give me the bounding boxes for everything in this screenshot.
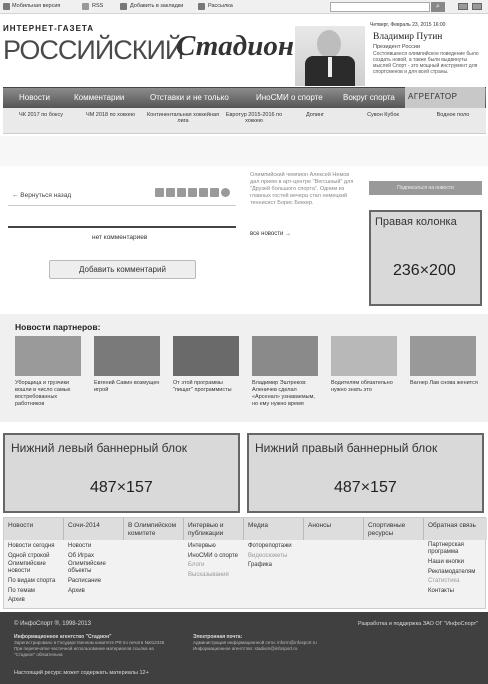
right-column-size: 236×200 — [393, 262, 456, 279]
developer-credit[interactable]: Разработка и поддержка ЗАО ОГ "ИнфоСпорт" — [358, 621, 479, 627]
quote-photo — [295, 26, 365, 86]
quote-author[interactable]: Владимир Путин — [373, 32, 443, 42]
aggregator-label: АГРЕГАТОР — [408, 92, 458, 101]
footer-heading[interactable]: В Олимпийском комитете — [128, 522, 177, 537]
footer-link[interactable]: По видам спорта — [8, 578, 56, 584]
partner-image[interactable] — [410, 336, 476, 376]
partner-caption[interactable]: От этой программы "пищат" программисты — [173, 380, 232, 393]
footer-nav — [3, 517, 486, 609]
bookmark-icon — [120, 3, 127, 10]
footer-link[interactable]: Олимпийские новости — [8, 561, 46, 574]
footer-heading[interactable]: Новости — [8, 522, 34, 529]
partner-caption[interactable]: Уборщица и грузчики вошли в число самых востребованных работников — [15, 380, 71, 407]
footer-link[interactable]: Фоторепортажи — [248, 543, 292, 549]
footer-heading[interactable]: Спортивные ресурсы — [368, 522, 406, 537]
bookmark-link[interactable]: Добавить в закладки — [130, 3, 184, 9]
footer-link[interactable]: Блоги — [188, 562, 205, 568]
footer-link[interactable]: ИноСМИ о спорте — [188, 552, 239, 559]
nav-item-news[interactable]: Новости — [19, 93, 50, 102]
footer-heading[interactable]: Медиа — [248, 522, 268, 529]
footer-link[interactable]: По темам — [8, 587, 35, 594]
nav-item-comments[interactable]: Комментарии — [74, 93, 125, 102]
quote-text: Состоявшееся олимпийское поведение было создать новой, а также были выдвинуты мыслей Спорт - это мощный инструмент для спортсменов и для всей страны. — [373, 51, 479, 75]
banner-title: Нижний левый баннерный блок — [11, 441, 188, 455]
partner-caption[interactable]: Евгений Савин возмущен игрой — [94, 380, 160, 393]
share-icon[interactable] — [210, 188, 219, 197]
divider — [8, 226, 236, 228]
banner-size: 487×157 — [334, 479, 397, 496]
search-input[interactable] — [330, 2, 430, 12]
partners-section — [0, 314, 488, 422]
email-label: Электронная почта: — [193, 634, 243, 640]
divider — [8, 205, 236, 206]
footer-link[interactable]: Новости — [68, 543, 92, 549]
partner-image[interactable] — [15, 336, 81, 376]
partner-image[interactable] — [252, 336, 318, 376]
bottom-left-banner[interactable] — [3, 433, 240, 513]
mailing-link[interactable]: Рассылка — [208, 3, 233, 9]
all-news-link[interactable]: все новости → — [250, 231, 291, 237]
banner-title: Нижний правый баннерный блок — [255, 441, 438, 455]
share-icon[interactable] — [155, 188, 164, 197]
footer-link[interactable]: Рекламодателям — [428, 568, 476, 575]
mail-icon — [198, 3, 205, 10]
registration-text: Зарегистрировано в Государственном комитете РФ по печати №012345 — [14, 640, 165, 645]
footer-link[interactable]: Партнерская программа — [428, 542, 464, 555]
agency-name: Информационное агентство "Стадион" — [14, 634, 112, 640]
no-comments-text: нет комментариев — [92, 234, 148, 241]
partner-caption[interactable]: Владимир Эштреков: Аленичев сделал «Арсенал» узнаваемым, но ему нужно время — [252, 380, 315, 407]
subnav-item[interactable]: Евротур 2015-2016 по хоккею — [225, 112, 283, 124]
right-column-title: Правая колонка — [375, 216, 457, 228]
footer-link[interactable]: Новости сегодня — [8, 543, 55, 549]
footer-link[interactable]: Графика — [248, 562, 272, 568]
nav-item-around-sport[interactable]: Вокруг спорта — [343, 93, 395, 102]
search-button[interactable]: ⌕ — [431, 2, 445, 12]
footer-link[interactable]: Расписание — [68, 578, 102, 584]
site-subtitle: ИНТЕРНЕТ-ГАЗЕТА — [3, 24, 95, 33]
aggregator-tab[interactable] — [405, 87, 485, 108]
current-date: Четверг, Февраль 23, 2015 16:00 — [370, 22, 446, 28]
bottom-right-banner[interactable] — [247, 433, 484, 513]
partners-title: Новости партнеров: — [15, 322, 101, 332]
footer-link[interactable]: Наши кнопки — [428, 559, 465, 565]
footer-link[interactable]: Контакты — [428, 587, 454, 594]
add-comment-button[interactable]: Добавить комментарий — [49, 260, 196, 279]
subnav-item[interactable]: ЧМ 2018 по хоккею — [86, 112, 135, 118]
subscribe-button[interactable]: Подписаться на новости — [369, 181, 482, 195]
news-teaser[interactable]: Олимпийский чемпион Алексей Немов дал прием в арт-центре "Вегсшный" для "Друзей большого спорта". Одним из главных гостей вечера стал немецкий теннисист Борис Беккер. — [250, 172, 354, 206]
subnav-item[interactable]: Континентальная хоккейная лига — [146, 112, 220, 124]
rss-icon — [82, 3, 89, 10]
subnav-item[interactable]: Допинг — [306, 112, 324, 118]
email-link[interactable]: Информационное агентство: stadium@infosport.ru — [193, 646, 298, 651]
partner-image[interactable] — [94, 336, 160, 376]
partner-image[interactable] — [173, 336, 239, 376]
content-band — [0, 136, 488, 166]
age-notice: Настоящий ресурс может содержать материалы 12+ — [14, 670, 149, 676]
registration-text: "Стадион" обязательна — [14, 652, 63, 657]
subnav-item[interactable]: Водное поло — [436, 112, 470, 118]
share-icon[interactable] — [188, 188, 197, 197]
copyright: © ИнфоСпорт ®, 1998-2013 — [14, 621, 91, 627]
share-icon[interactable] — [177, 188, 186, 197]
footer-heading[interactable]: Обратная связь — [428, 522, 476, 529]
flag-en-icon[interactable] — [458, 3, 468, 10]
partner-caption[interactable]: Водителям обязательно нужно знать это — [331, 380, 393, 393]
footer-link[interactable]: Архив — [68, 587, 85, 594]
share-icon[interactable] — [166, 188, 175, 197]
nav-item-resignations[interactable]: Отставки и не только — [150, 93, 229, 102]
mobile-version-link[interactable]: Мобильная версия — [12, 3, 61, 9]
footer-link[interactable]: Архив — [8, 597, 25, 603]
share-icon[interactable] — [199, 188, 208, 197]
footer-link[interactable]: Статистика — [428, 578, 460, 584]
footer-link[interactable]: Высказывания — [188, 571, 229, 578]
partner-caption[interactable]: Вагнер Лав снова женится — [410, 380, 478, 386]
footer — [0, 612, 488, 684]
email-link[interactable]: Администрация информационной сети: inform@infosport.ru — [193, 640, 317, 645]
mobile-icon — [3, 3, 10, 10]
rss-link[interactable]: RSS — [92, 3, 104, 9]
footer-link[interactable]: Об Играх — [68, 552, 94, 559]
logo-text-left[interactable]: РОССИЙСКИЙ — [3, 35, 184, 65]
banner-size: 487×157 — [90, 479, 153, 496]
footer-link[interactable]: Олимпийские объекты — [68, 561, 106, 574]
footer-link[interactable]: Интервью — [188, 543, 216, 549]
footer-link[interactable]: Одной строкой — [8, 552, 50, 559]
registration-text: При перепечатке частичной использование материалов ссылка на — [14, 646, 154, 651]
quote-author-title: Президент России — [373, 44, 421, 50]
footer-heading[interactable]: Сочи-2014 — [68, 522, 100, 529]
logo-text-right[interactable]: Стадион — [176, 30, 294, 62]
footer-heading[interactable]: Анонсы — [308, 522, 332, 529]
sub-nav — [3, 108, 486, 134]
partner-image[interactable] — [331, 336, 397, 376]
flag-ru-icon[interactable] — [472, 3, 482, 10]
nav-item-inosmi[interactable]: ИноСМИ о спорте — [256, 93, 323, 102]
subnav-item[interactable]: Сувон Кубок — [367, 112, 399, 118]
footer-link[interactable]: Видеосюжеты — [248, 552, 288, 559]
right-column-ad[interactable] — [369, 210, 482, 306]
plus-icon[interactable] — [221, 188, 230, 197]
subnav-item[interactable]: ЧК 2017 по боксу — [19, 112, 63, 118]
footer-heading[interactable]: Интервью и публикации — [188, 522, 224, 537]
back-link[interactable]: ← Вернуться назад — [12, 192, 72, 199]
